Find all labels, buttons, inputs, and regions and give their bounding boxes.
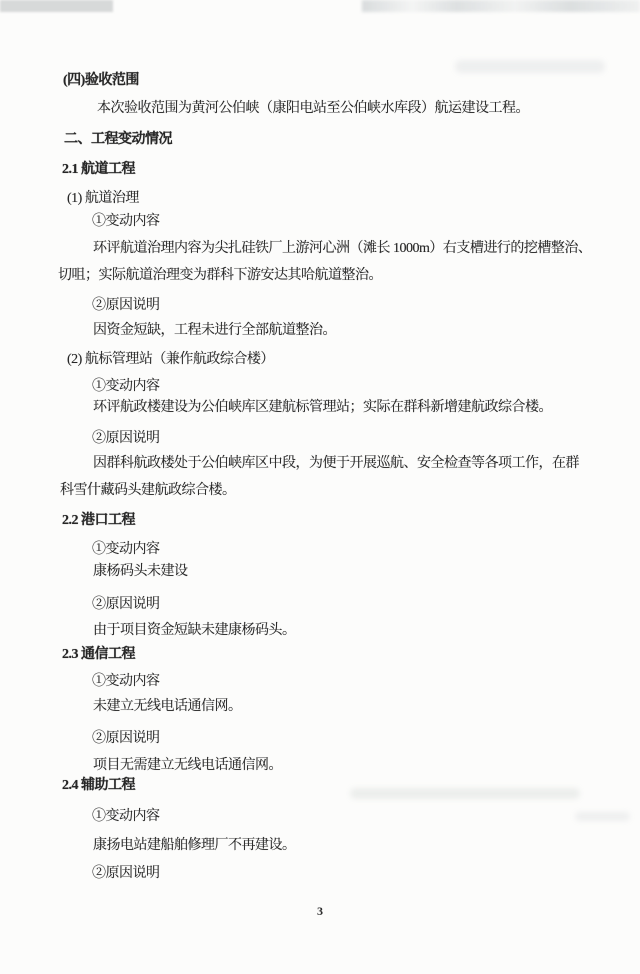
section-heading-channel-works: 2.1 航道工程 (62, 162, 135, 177)
section-heading-acceptance-scope: (四)验收范围 (63, 73, 139, 88)
item-label-change-content: ①变动内容 (92, 809, 160, 824)
doc-line: 康杨码头未建设 (93, 564, 188, 579)
doc-line: 项目无需建立无线电话通信网。 (93, 758, 282, 773)
scan-artifact-right-lower (350, 788, 580, 799)
section-heading-auxiliary-works: 2.4 辅助工程 (62, 778, 135, 793)
chapter-heading-project-changes: 二、工程变动情况 (64, 132, 172, 147)
doc-line: 因群科航政楼处于公伯峡库区中段，为便于开展巡航、安全检查等各项工作，在群 (93, 456, 579, 471)
subsection-heading-channel-regulation: (1) 航道治理 (67, 191, 139, 206)
section-heading-communication-works: 2.3 通信工程 (62, 647, 135, 662)
item-label-change-content: ①变动内容 (92, 379, 160, 394)
item-label-reason: ②原因说明 (92, 298, 160, 313)
page-number: 3 (317, 904, 323, 918)
doc-line: 未建立无线电话通信网。 (93, 699, 242, 714)
item-label-reason: ②原因说明 (92, 597, 160, 612)
scan-artifact-top-right (362, 0, 640, 12)
scan-artifact-right-upper (455, 60, 605, 73)
item-label-reason: ②原因说明 (92, 866, 160, 881)
doc-line: 切咀；实际航道治理变为群科下游安达其哈航道整治。 (58, 268, 382, 283)
doc-line: 环评航政楼建设为公伯峡库区建航标管理站；实际在群科新增建航政综合楼。 (93, 400, 552, 415)
scan-artifact-right-small (575, 812, 630, 821)
doc-line: 康扬电站建船舶修理厂不再建设。 (93, 838, 296, 853)
item-label-reason: ②原因说明 (92, 731, 160, 746)
item-label-change-content: ①变动内容 (92, 542, 160, 557)
item-label-change-content: ①变动内容 (92, 674, 160, 689)
item-label-reason: ②原因说明 (92, 431, 160, 446)
doc-line: 因资金短缺，工程未进行全部航道整治。 (93, 323, 336, 338)
doc-line: 科雪什藏码头建航政综合楼。 (60, 483, 236, 498)
subsection-heading-beacon-station: (2) 航标管理站（兼作航政综合楼） (67, 352, 274, 367)
doc-line: 环评航道治理内容为尖扎硅铁厂上游河心洲（滩长 1000m）右支槽进行的挖槽整治、 (93, 241, 592, 256)
scan-artifact-top-left (0, 0, 113, 12)
item-label-change-content: ①变动内容 (92, 214, 160, 229)
doc-line: 本次验收范围为黄河公伯峡（康阳电站至公伯峡水库段）航运建设工程。 (97, 101, 529, 116)
doc-line: 由于项目资金短缺未建康杨码头。 (93, 623, 296, 638)
section-heading-port-works: 2.2 港口工程 (62, 513, 135, 528)
